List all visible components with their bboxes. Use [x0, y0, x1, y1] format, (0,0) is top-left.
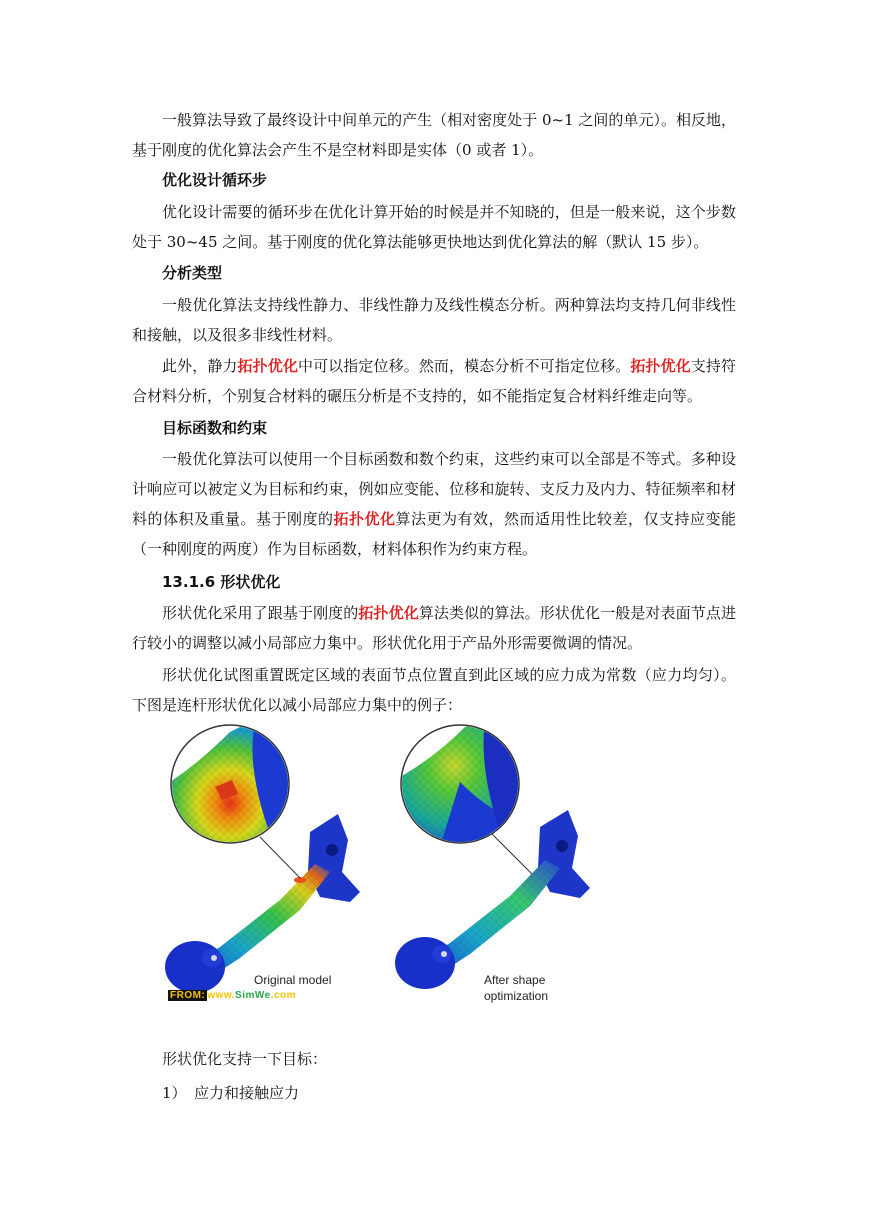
heading-objective-constraint: 目标函数和约束	[162, 419, 268, 437]
watermark-from: FROM:	[170, 990, 206, 1001]
keyword-topology-optimization: 拓扑优化	[630, 357, 691, 375]
watermark-simwe: SimWe	[235, 990, 271, 1001]
optimized-model-rod	[395, 722, 590, 989]
fea-illustration	[160, 722, 590, 1012]
watermark-com: .com	[270, 990, 297, 1001]
paragraph-loop-steps: 优化设计需要的循环步在优化计算开始的时候是并不知晓的，但是一般来说，这个步数处于 30~45 之间。基于刚度的优化算法能够更快地达到优化算法的解（默认 15 步）。	[132, 203, 736, 251]
text-run: 一般优化算法可以使用一个目标函数和数个约束，这些约束可以全部是不等式。多种设计响应可以被定义为目标和约束，例如应变能、位移和旋转、支反力及内力、特征频率和材料的体积及重量。基于刚度的	[132, 450, 736, 528]
list-item	[162, 1078, 299, 1108]
heading-analysis-type: 分析类型	[162, 264, 223, 282]
paragraph-shape-optimization	[132, 598, 736, 658]
caption-after-shape: After shape	[484, 973, 546, 987]
paragraph-analysis-type: 一般优化算法支持线性静力、非线性静力及线性模态分析。两种算法均支持几何非线性和接触，以及很多非线性材料。	[132, 296, 736, 344]
keyword-topology-optimization: 拓扑优化	[358, 604, 419, 622]
paragraph-density: 一般算法导致了最终设计中间单元的产生（相对密度处于 0~1 之间的单元）。相反地，基于刚度的优化算法会产生不是空材料即是实体（0 或者 1）。	[132, 111, 736, 159]
text-run: 算法更为有效，然而适用性比较差，仅支持应变能（一种刚度的两度）作为目标函数，材料体积作为约束方程。	[132, 510, 736, 558]
text-run: 中可以指定位移。然而，模态分析不可指定位移。	[297, 357, 631, 375]
paragraph-shape-objectives: 形状优化支持一下目标：	[162, 1050, 328, 1068]
paragraph-objective-constraint	[132, 444, 736, 564]
watermark	[168, 990, 296, 1001]
caption-original-model: Original model	[254, 973, 332, 987]
keyword-topology-optimization: 拓扑优化	[333, 510, 396, 528]
heading-loop-steps: 优化设计循环步	[162, 171, 268, 189]
keyword-topology-optimization: 拓扑优化	[237, 357, 298, 375]
list-item-text: 应力和接触应力	[194, 1084, 300, 1102]
text-run: 算法类似的算法。形状优化一般是对表面节点进行较小的调整以减小局部应力集中。形状优化用于产品外形需要微调的情况。	[132, 604, 736, 652]
paragraph-shape-example: 形状优化试图重置既定区域的表面节点位置直到此区域的应力成为常数（应力均匀）。下图是连杆形状优化以减小局部应力集中的例子：	[132, 666, 736, 714]
watermark-www: www.	[207, 990, 236, 1001]
connecting-rod-figure	[160, 722, 590, 1012]
caption-optimization: optimization	[484, 989, 549, 1003]
section-heading-shape-optimization: 13.1.6 形状优化	[162, 573, 281, 591]
original-model-rod	[165, 722, 360, 993]
text-run: 支持符合材料分析，个别复合材料的碾压分析是不支持的，如不能指定复合材料纤维走向等。	[132, 357, 736, 405]
text-run: 形状优化采用了跟基于刚度的	[162, 604, 359, 622]
paragraph-displacement	[132, 351, 736, 411]
list-item-number: 1）	[162, 1084, 187, 1102]
text-run: 此外，静力	[162, 357, 238, 375]
